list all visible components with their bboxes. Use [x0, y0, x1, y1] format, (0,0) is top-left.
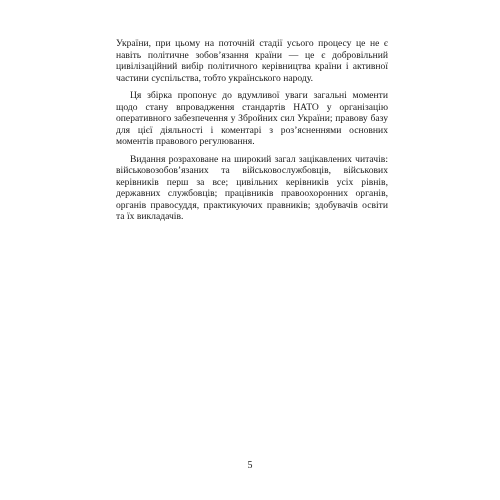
paragraph-continuation: України, при цьому на поточній стадії усього процесу це не є навіть політичне зобов’язання країни — це є добровільний цивілізаційний вибір політичного керівництва країни і активної частини суспільства, тобто українського народу.	[116, 38, 388, 84]
paragraph-collection-purpose: Ця збірка пропонує до вдумливої уваги загальні моменти щодо стану впровадження стандартів НАТО у організацію оперативного забезпечення у Збройних сил України; правову базу для цієї діяльності і коментарі з роз’ясненнями основних моментів правового регулювання.	[116, 90, 388, 147]
page-number: 5	[247, 460, 253, 471]
body-text	[116, 38, 388, 229]
paragraph-target-audience: Видання розраховане на широкий загал зацікавлених читачів: військовозобов’язаних та військовослужбовців, військових керівників перш за все; цивільних керівників усіх рівнів, державних службовців; працівників правоохоронних органів, органів правосуддя, практикуючих правників; здобувачів освіти та їх викладачів.	[116, 153, 388, 222]
